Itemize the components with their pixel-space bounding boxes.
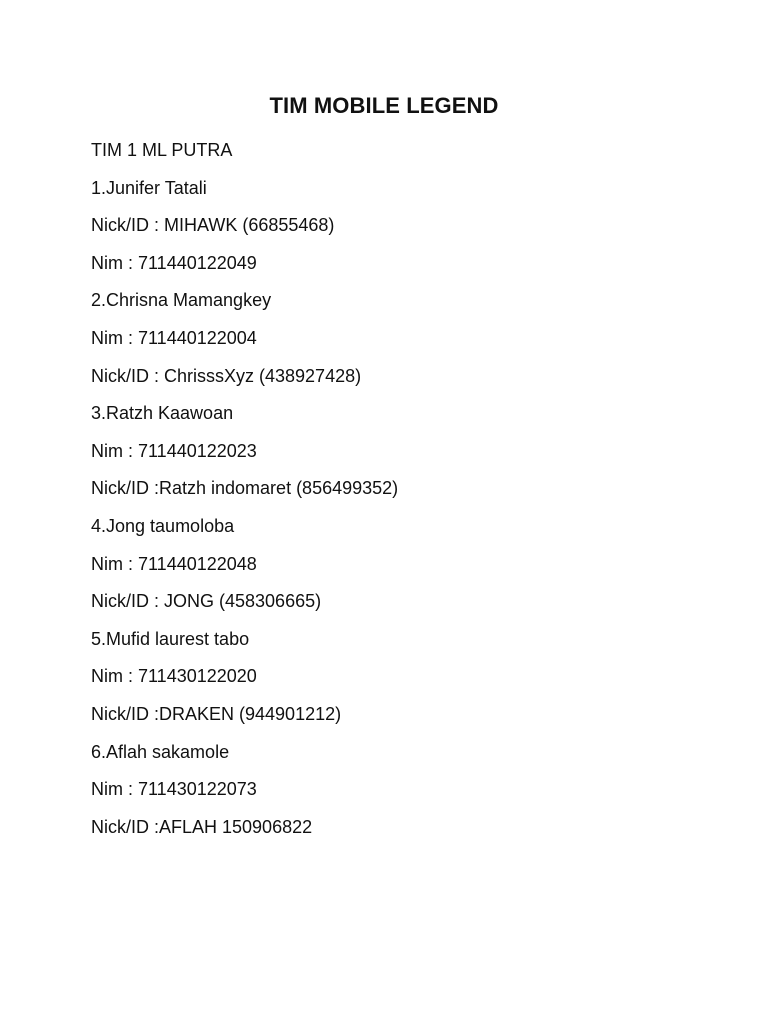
member-3-nim: Nim : 711440122023 — [91, 440, 257, 461]
member-6-nim: Nim : 711430122073 — [91, 779, 257, 800]
document-lines — [91, 138, 398, 852]
member-1-nim: Nim : 711440122049 — [91, 252, 257, 273]
member-2-nick-id: Nick/ID : ChrisssXyz (438927428) — [91, 365, 362, 386]
member-2-name: 2.Chrisna Mamangkey — [91, 290, 272, 311]
member-3-name: 3.Ratzh Kaawoan — [91, 403, 234, 424]
member-6-name: 6.Aflah sakamole — [91, 741, 230, 762]
member-2-nim: Nim : 711440122004 — [91, 327, 257, 348]
member-6-nick-id: Nick/ID :AFLAH 150906822 — [91, 816, 313, 837]
member-1-name: 1.Junifer Tatali — [91, 177, 207, 198]
member-4-nim: Nim : 711440122048 — [91, 553, 257, 574]
member-5-nim: Nim : 711430122020 — [91, 666, 257, 687]
member-5-name: 5.Mufid laurest tabo — [91, 628, 250, 649]
member-1-nick-id: Nick/ID : MIHAWK (66855468) — [91, 215, 335, 236]
member-5-nick-id: Nick/ID :DRAKEN (944901212) — [91, 703, 342, 724]
member-4-nick-id: Nick/ID : JONG (458306665) — [91, 591, 322, 612]
team-heading: TIM 1 ML PUTRA — [91, 140, 233, 160]
document-title: TIM MOBILE LEGEND — [269, 93, 499, 118]
member-3-nick-id: Nick/ID :Ratzh indomaret (856499352) — [91, 478, 399, 499]
member-4-name: 4.Jong taumoloba — [91, 515, 235, 536]
